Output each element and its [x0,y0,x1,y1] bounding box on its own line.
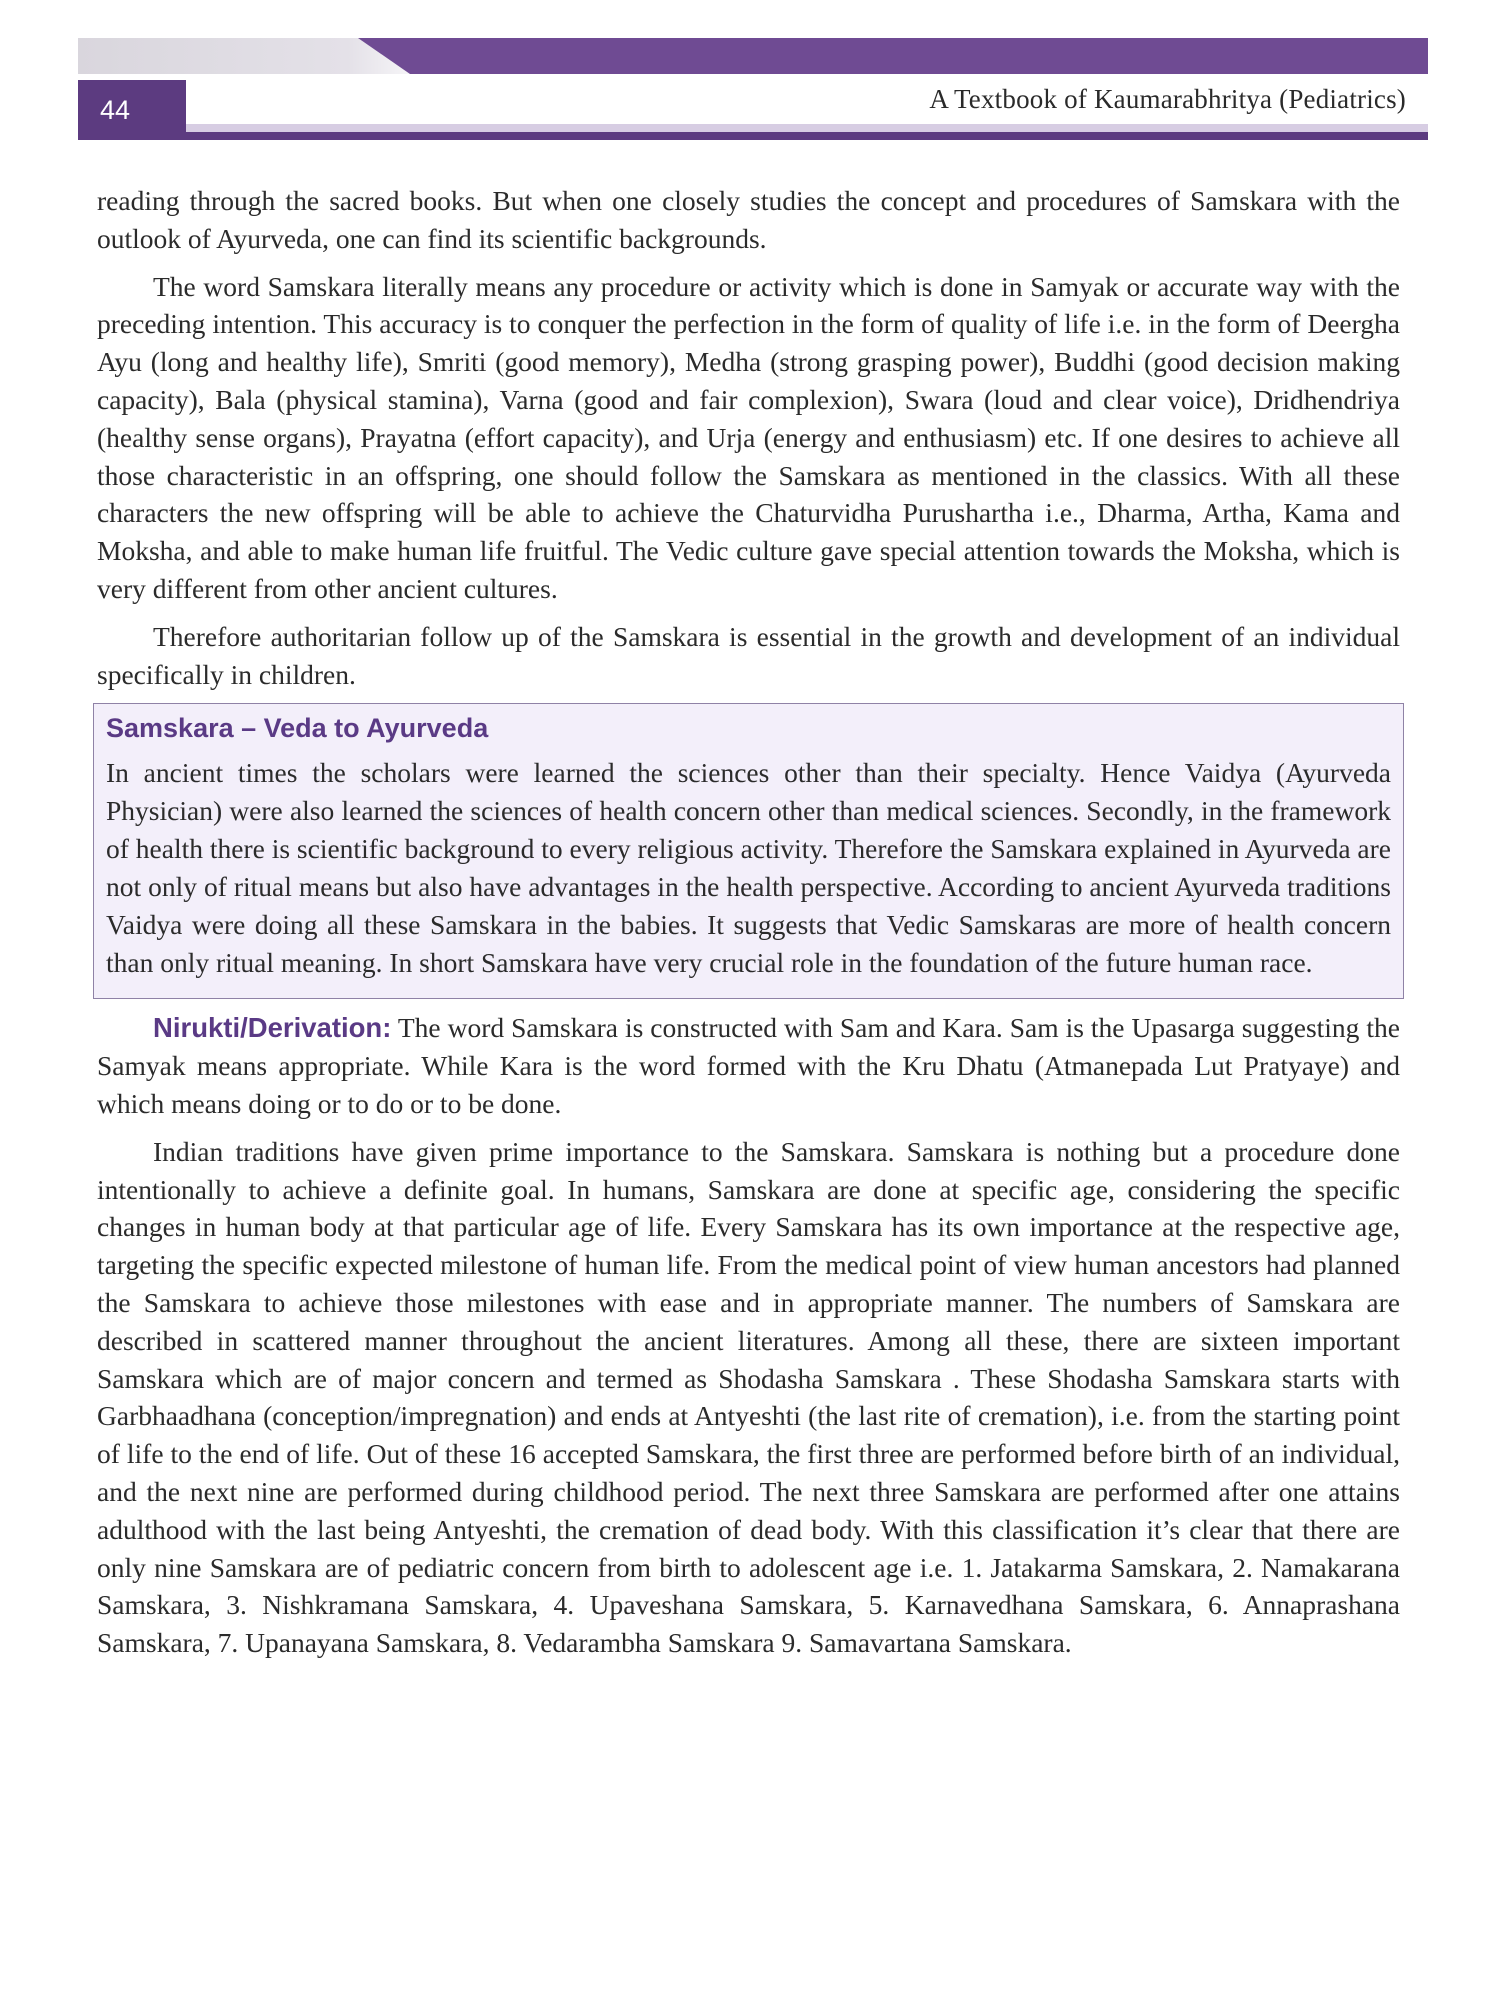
book-title: A Textbook of Kaumarabhritya (Pediatrics) [929,84,1406,114]
nirukti-text: The word Samskara is constructed with Sam and Kara. Sam is the Upasarga suggesting the Samyak means appropriate. While Kara is the word formed with the Kru Dhatu (Atmanepada Lut Pratyaye) and which means doing or to do or to be done. [97,1012,1400,1119]
info-box [93,703,1404,999]
paragraph-indian-traditions: Indian traditions have given prime importance to the Samskara. Samskara is nothing but a procedure done intentionally to achieve a definite goal. In humans, Samskara are done at specific age, considering the specific changes in human body at that particular age of life. Every Samskara has its own importance at the respective age, targeting the specific expected milestone of human life. From the medical point of view human ancestors had planned the Samskara to achieve those milestones with ease and in appropriate manner. The numbers of Samskara are described in scattered manner throughout the ancient literatures. Among all these, there are sixteen important Samskara which are of major concern and termed as Shodasha Samskara . These Shodasha Samskara starts with Garbhaadhana (conception/impregnation) and ends at Antyeshti (the last rite of cremation), i.e. from the starting point of life to the end of life. Out of these 16 accepted Samskara, the first three are performed before birth of an individual, and the next nine are performed during childhood period. The next three Samskara are performed after one attains adulthood with the last being Antyeshti, the cremation of dead body. With this classification it’s clear that there are only nine Samskara are of pediatric concern from birth to adolescent age i.e. 1. Jatakarma Samskara, 2. Namakarana Samskara, 3. Nishkramana Samskara, 4. Upaveshana Samskara, 5. Karnavedhana Samskara, 6. Annaprashana Samskara, 7. Upanayana Samskara, 8. Vedarambha Samskara 9. Samavartana Samskara. [97,1135,1400,1659]
header-light-strip [186,124,1428,132]
paragraph-nirukti [97,1009,1400,1122]
paragraph-samskara-meaning: The word Samskara literally means any procedure or activity which is done in Samyak or accurate way with the preceding intention. This accuracy is to conquer the perfection in the form of quality of life i.e. in the form of Deergha Ayu (long and healthy life), Smriti (good memory), Medha (strong grasping power), Buddhi (good decision making capacity), Bala (physical stamina), Varna (good and fair complexion), Swara (loud and clear voice), Dridhendriya (healthy sense organs), Prayatna (effort capacity), and Urja (energy and enthusiasm) etc. If one desires to achieve all those characteristic in an offspring, one should follow the Samskara as mentioned in the classics. With all these characters the new offspring will be able to achieve the Chaturvidha Purushartha i.e., Dharma, Artha, Kama and Moksha, and able to make human life fruitful. The Vedic culture gave special attention towards the Moksha, which is very different from other ancient cultures. [97,270,1400,604]
info-box-text: In ancient times the scholars were learned the sciences other than their specialty. Hence Vaidya (Ayurveda Physician) were also learned the sciences of health concern other than medical sciences. Secondly, in the framework of health there is scientific background to every religious activity. Therefore the Samskara explained in Ayurveda are not only of ritual means but also have advantages in the health perspective. According to ancient Ayurveda traditions Vaidya were doing all these Samskara in the babies. It suggests that Vedic Samskaras are more of health concern than only ritual meaning. In short Samskara have very crucial role in the foundation of the future human race. [106,757,1391,979]
page-number: 44 [78,80,186,140]
header-rule [78,132,1428,140]
paragraph-authoritarian: Therefore authoritarian follow up of the Samskara is essential in the growth and development of an individual specifically in children. [97,620,1400,690]
header-purple-band [358,38,1428,74]
page-header [78,38,1428,140]
nirukti-label: Nirukti/Derivation: [153,1012,392,1044]
info-box-title: Samskara – Veda to Ayurveda [106,713,489,744]
paragraph-continuation: reading through the sacred books. But when one closely studies the concept and procedures of Samskara with the outlook of Ayurveda, one can find its scientific backgrounds. [97,185,1400,254]
page-body [97,182,1400,1672]
